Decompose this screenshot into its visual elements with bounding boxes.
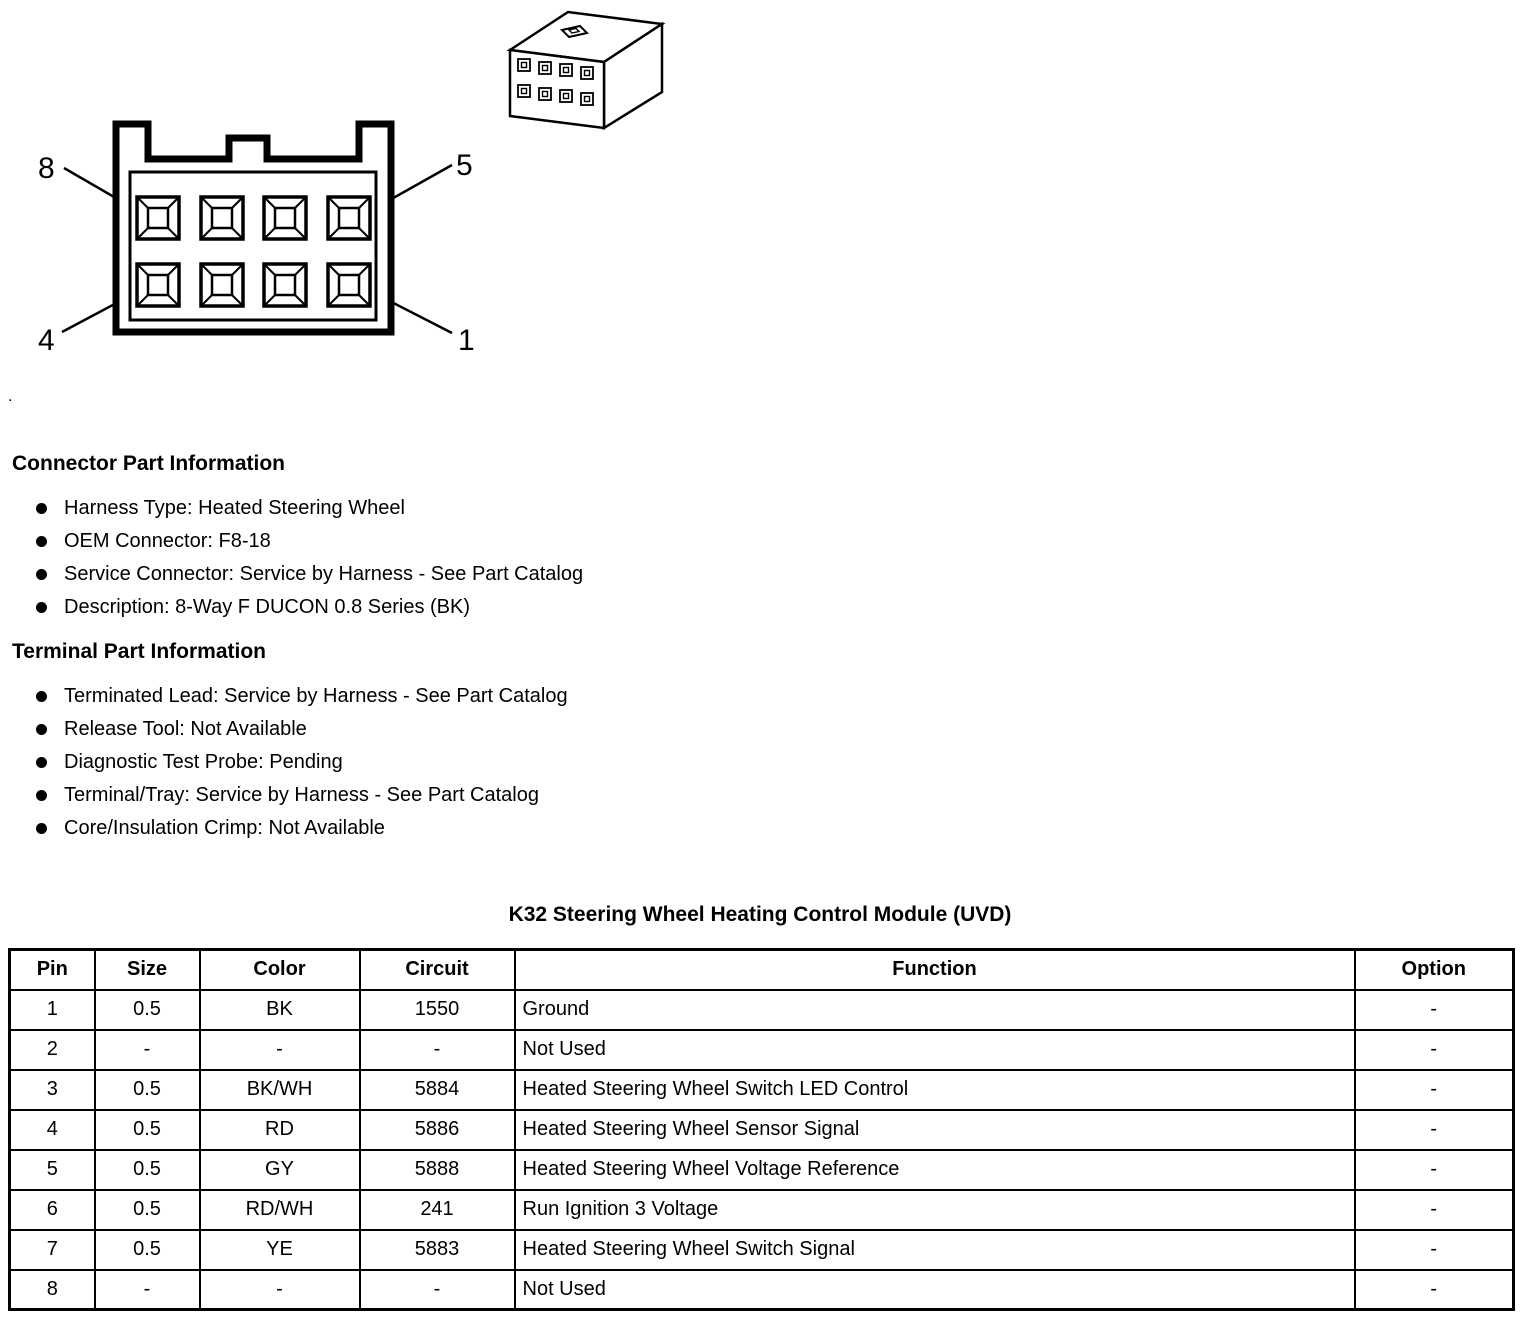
list-item (36, 492, 1212, 525)
iso-pin (560, 64, 572, 76)
iso-latch-detail (569, 29, 579, 34)
list-item (36, 812, 1212, 845)
header-cell-circuit: Circuit (360, 950, 515, 990)
cell-circuit: 5883 (360, 1230, 515, 1270)
pin-label-8: 8 (38, 152, 55, 185)
cell-color: RD (200, 1110, 360, 1150)
cell-color: BK (200, 990, 360, 1030)
connector-face-diagram (0, 0, 520, 370)
cell-function: Heated Steering Wheel Switch Signal (515, 1230, 1355, 1270)
list-item-text: Release Tool: Not Available (64, 718, 307, 740)
cell-pin: 5 (10, 1150, 95, 1190)
cell-option: - (1355, 1030, 1514, 1070)
list-item-text: Terminal/Tray: Service by Harness - See Part Catalog (64, 784, 539, 806)
iso-pin (539, 62, 551, 74)
bullet-icon (36, 757, 47, 768)
iso-pin (518, 85, 530, 97)
bullet-icon (36, 602, 47, 613)
cell-function: Heated Steering Wheel Switch LED Control (515, 1070, 1355, 1110)
cell-function: Not Used (515, 1030, 1355, 1070)
cell-pin: 1 (10, 990, 95, 1030)
bullet-icon (36, 790, 47, 801)
bullet-icon (36, 536, 47, 547)
cell-size: 0.5 (95, 1070, 200, 1110)
connector-part-info-list (12, 492, 1212, 624)
bullet-icon (36, 503, 47, 514)
terminal-part-info-list (12, 680, 1212, 845)
table-row (10, 1150, 1514, 1190)
table-row (10, 1270, 1514, 1310)
list-item (36, 779, 1212, 812)
cell-option: - (1355, 1150, 1514, 1190)
cell-pin: 8 (10, 1270, 95, 1310)
pinout-table (8, 948, 1515, 1311)
list-item-text: Harness Type: Heated Steering Wheel (64, 497, 405, 519)
stray-period: . (8, 388, 13, 405)
list-item-text: OEM Connector: F8-18 (64, 530, 271, 552)
cell-color: - (200, 1030, 360, 1070)
cell-circuit: 241 (360, 1190, 515, 1230)
table-header-row (10, 950, 1514, 990)
list-item-text: Core/Insulation Crimp: Not Available (64, 817, 385, 839)
pinout-section (8, 903, 1512, 1311)
cell-option: - (1355, 990, 1514, 1030)
header-cell-pin: Pin (10, 950, 95, 990)
list-item-text: Description: 8-Way F DUCON 0.8 Series (BK) (64, 596, 471, 618)
cell-color: RD/WH (200, 1190, 360, 1230)
table-row (10, 990, 1514, 1030)
pin-cavity-1 (328, 264, 370, 306)
table-row (10, 1110, 1514, 1150)
connector-part-info-heading: Connector Part Information (12, 452, 286, 475)
cell-circuit: - (360, 1030, 515, 1070)
list-item (36, 713, 1212, 746)
cell-pin: 2 (10, 1030, 95, 1070)
pin-cavity-7 (201, 197, 243, 239)
cell-size: 0.5 (95, 1190, 200, 1230)
list-item-text: Terminated Lead: Service by Harness - See Part Catalog (64, 685, 568, 707)
pin-label-5: 5 (456, 149, 473, 182)
pin-label-4: 4 (38, 324, 55, 357)
list-item-text: Service Connector: Service by Harness - See Part Catalog (64, 563, 584, 585)
pin-cavity-6 (264, 197, 306, 239)
cell-option: - (1355, 1190, 1514, 1230)
cell-circuit: - (360, 1270, 515, 1310)
cell-circuit: 5886 (360, 1110, 515, 1150)
cell-pin: 3 (10, 1070, 95, 1110)
cell-circuit: 5884 (360, 1070, 515, 1110)
cell-function: Heated Steering Wheel Voltage Reference (515, 1150, 1355, 1190)
list-item (36, 680, 1212, 713)
header-cell-size: Size (95, 950, 200, 990)
bullet-icon (36, 724, 47, 735)
cell-pin: 4 (10, 1110, 95, 1150)
list-item (36, 591, 1212, 624)
iso-pin (581, 93, 593, 105)
cell-size: 0.5 (95, 1230, 200, 1270)
pin-cavity-2 (264, 264, 306, 306)
cell-option: - (1355, 1070, 1514, 1110)
table-row (10, 1230, 1514, 1270)
header-cell-option: Option (1355, 950, 1514, 990)
cell-function: Ground (515, 990, 1355, 1030)
cell-pin: 7 (10, 1230, 95, 1270)
bullet-icon (36, 823, 47, 834)
table-row (10, 1030, 1514, 1070)
iso-pin (518, 59, 530, 71)
part-information-section (12, 452, 1212, 861)
list-item (36, 558, 1212, 591)
pin-cavity-4 (137, 264, 179, 306)
cell-option: - (1355, 1110, 1514, 1150)
cell-option: - (1355, 1230, 1514, 1270)
iso-pin (539, 88, 551, 100)
cell-option: - (1355, 1270, 1514, 1310)
cell-color: YE (200, 1230, 360, 1270)
cell-color: BK/WH (200, 1070, 360, 1110)
cell-color: GY (200, 1150, 360, 1190)
cell-size: - (95, 1270, 200, 1310)
bullet-icon (36, 691, 47, 702)
iso-pin (581, 67, 593, 79)
list-item (36, 746, 1212, 779)
pin-cavity-5 (328, 197, 370, 239)
cell-function: Not Used (515, 1270, 1355, 1310)
cell-size: 0.5 (95, 1110, 200, 1150)
cell-circuit: 1550 (360, 990, 515, 1030)
terminal-part-info-heading: Terminal Part Information (12, 640, 266, 663)
cell-size: 0.5 (95, 1150, 200, 1190)
table-title: K32 Steering Wheel Heating Control Module (UVD) (508, 903, 1012, 926)
pin-label-1: 1 (458, 324, 475, 357)
list-item-text: Diagnostic Test Probe: Pending (64, 751, 343, 773)
cell-function: Heated Steering Wheel Sensor Signal (515, 1110, 1355, 1150)
cell-color: - (200, 1270, 360, 1310)
list-item (36, 525, 1212, 558)
cell-pin: 6 (10, 1190, 95, 1230)
header-cell-color: Color (200, 950, 360, 990)
cell-size: 0.5 (95, 990, 200, 1030)
cell-size: - (95, 1030, 200, 1070)
table-row (10, 1190, 1514, 1230)
pin-cavity-3 (201, 264, 243, 306)
bullet-icon (36, 569, 47, 580)
iso-pin (560, 90, 572, 102)
pin-cavity-8 (137, 197, 179, 239)
connector-3d-diagram (500, 2, 675, 142)
cell-function: Run Ignition 3 Voltage (515, 1190, 1355, 1230)
cell-circuit: 5888 (360, 1150, 515, 1190)
header-cell-function: Function (515, 950, 1355, 990)
table-row (10, 1070, 1514, 1110)
